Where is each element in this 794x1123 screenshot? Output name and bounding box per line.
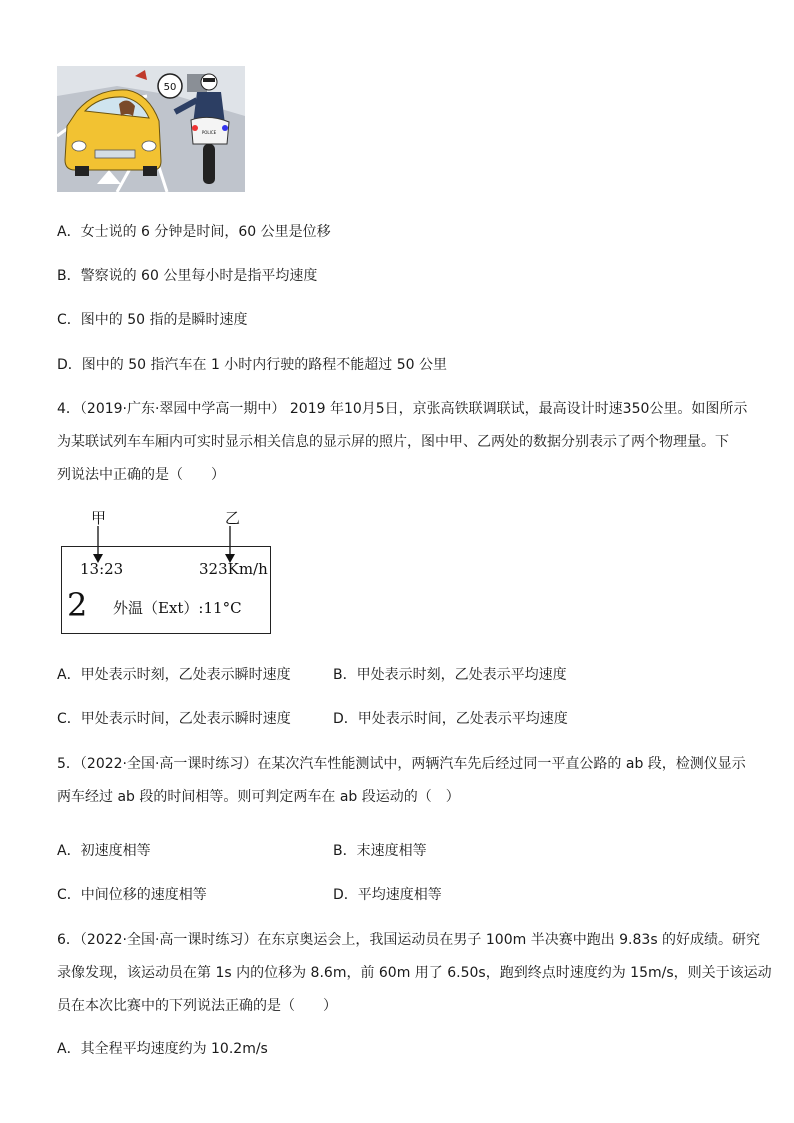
q4-option-c: C．甲处表示时间，乙处表示瞬时速度 bbox=[57, 711, 291, 727]
q3-option-c: C．图中的 50 指的是瞬时速度 bbox=[57, 312, 248, 328]
svg-text:POLICE: POLICE bbox=[201, 130, 217, 135]
traffic-scene-image bbox=[57, 66, 245, 192]
q4-stem-line-3: 列说法中正确的是（ ） bbox=[57, 467, 225, 483]
q4-stem-line-2: 为某联试列车车厢内可实时显示相关信息的显示屏的照片，图中甲、乙两处的数据分别表示了两个物理量。下 bbox=[57, 434, 729, 450]
q6-stem-line-2: 录像发现，该运动员在第 1s 内的位移为 8.6m，前 60m 用了 6.50s，跑到终点时速度约为 15m/s，则关于该运动 bbox=[57, 965, 772, 981]
q5-option-a: A．初速度相等 bbox=[57, 843, 151, 859]
display-car-number: 2 bbox=[67, 586, 88, 624]
label-jia: 甲 bbox=[91, 509, 107, 527]
q6-stem-line-3: 员在本次比赛中的下列说法正确的是（ ） bbox=[57, 998, 337, 1014]
svg-text:50: 50 bbox=[163, 82, 177, 93]
q5-option-c: C．中间位移的速度相等 bbox=[57, 887, 207, 903]
q5-stem-line-1: 5．（2022·全国·高一课时练习）在某次汽车性能测试中，两辆汽车先后经过同一平直公路的 ab 段，检测仪显示 bbox=[57, 756, 746, 772]
q3-option-d: D．图中的 50 指汽车在 1 小时内行驶的路程不能超过 50 公里 bbox=[57, 357, 448, 373]
display-temperature: 外温（Ext）:11°C bbox=[113, 599, 242, 617]
q6-option-a: A．其全程平均速度约为 10.2m/s bbox=[57, 1041, 268, 1057]
q3-option-a: A．女士说的 6 分钟是时间，60 公里是位移 bbox=[57, 224, 331, 240]
label-yi: 乙 bbox=[225, 509, 241, 527]
q6-stem-line-1: 6．（2022·全国·高一课时练习）在东京奥运会上，我国运动员在男子 100m 半决赛中跑出 9.83s 的好成绩。研究 bbox=[57, 932, 761, 948]
q5-option-d: D．平均速度相等 bbox=[333, 887, 442, 903]
q4-option-a: A．甲处表示时刻，乙处表示瞬时速度 bbox=[57, 667, 291, 683]
traffic-illustration bbox=[57, 66, 245, 192]
q4-option-d: D．甲处表示时间，乙处表示平均速度 bbox=[333, 711, 568, 727]
q5-stem-line-2: 两车经过 ab 段的时间相等。则可判定两车在 ab 段运动的（ ） bbox=[57, 789, 460, 805]
q4-option-b: B．甲处表示时刻，乙处表示平均速度 bbox=[333, 667, 567, 683]
display-speed: 323Km/h bbox=[199, 560, 268, 578]
display-time: 13:23 bbox=[80, 560, 124, 578]
q4-stem-line-1: 4．（2019·广东·翠园中学高一期中） 2019 年10月5日，京张高铁联调联试，最高设计时速350公里。如图所示 bbox=[57, 401, 748, 417]
q3-option-b: B．警察说的 60 公里每小时是指平均速度 bbox=[57, 268, 318, 284]
q5-option-b: B．末速度相等 bbox=[333, 843, 427, 859]
